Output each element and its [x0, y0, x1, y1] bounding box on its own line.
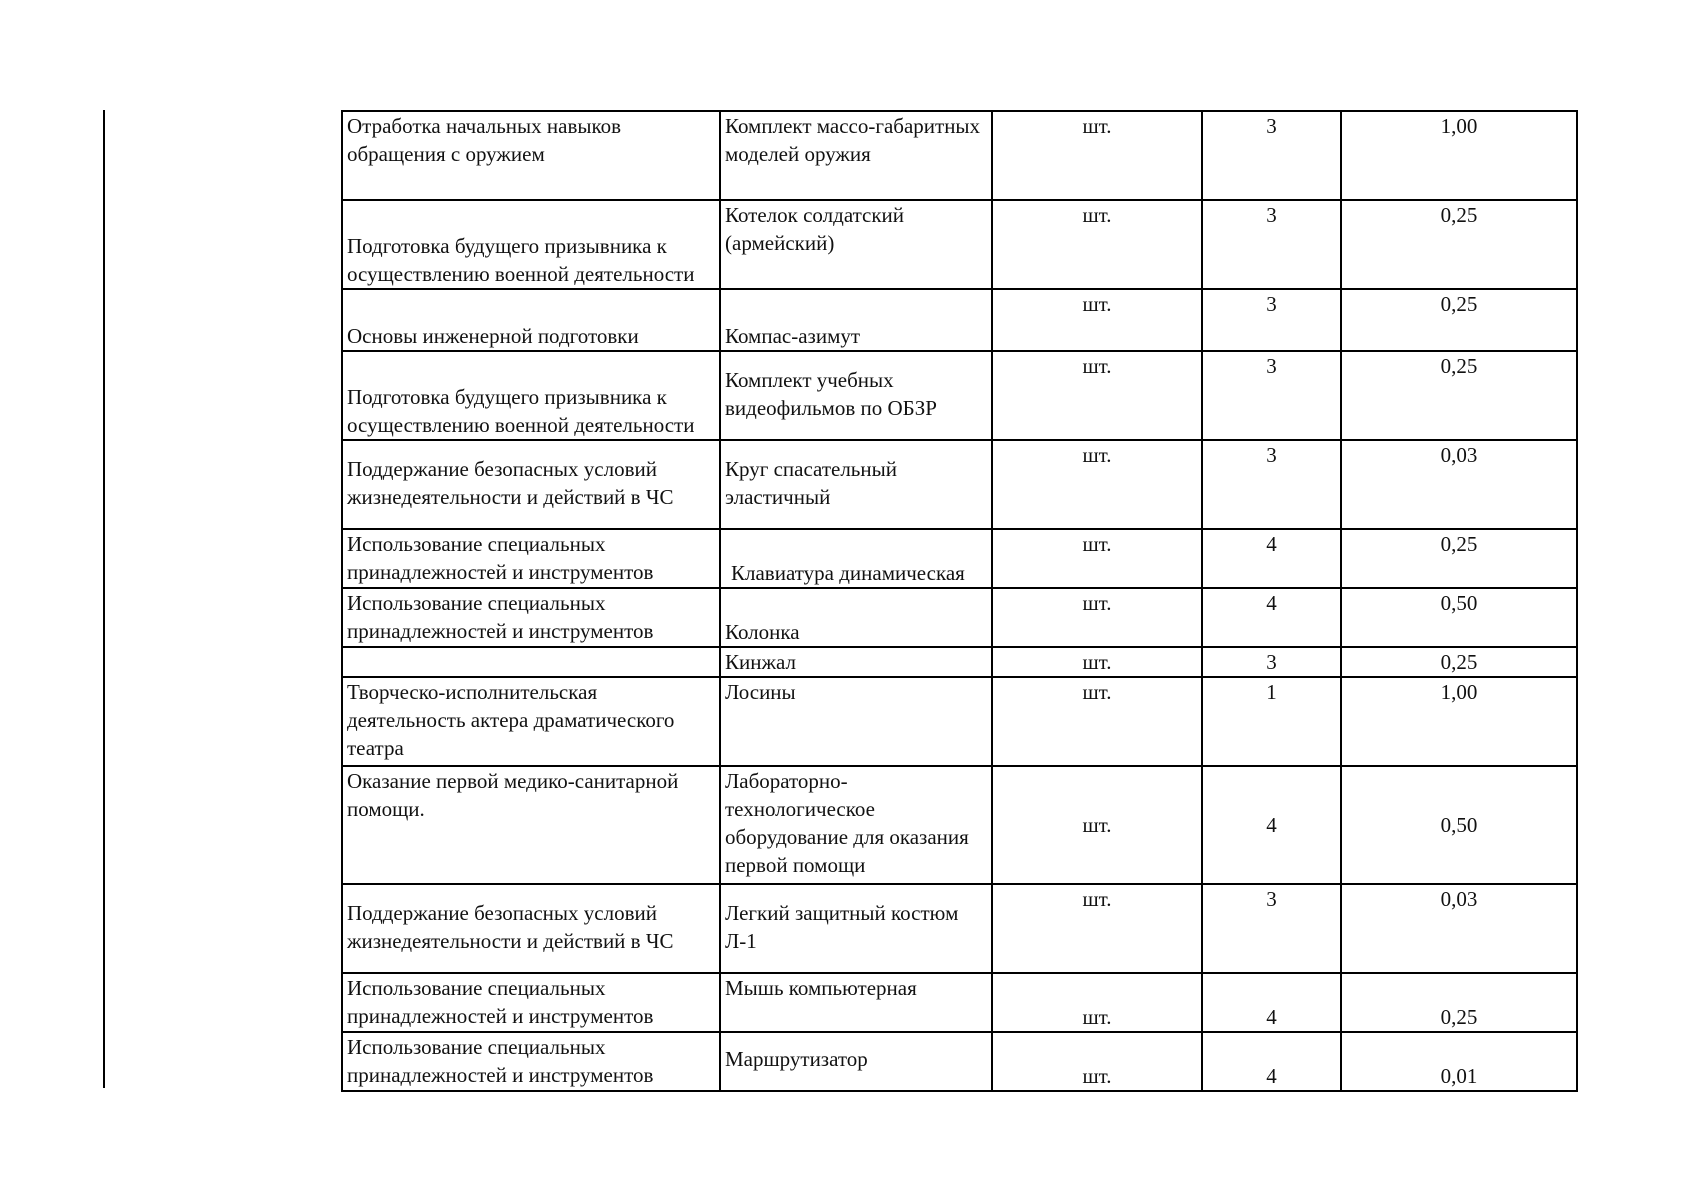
activity-cell: Оказание первой медико-санитарной помощи.	[342, 766, 720, 884]
activity-cell: Поддержание безопасных условий жизнедеятельности и действий в ЧС	[342, 884, 720, 973]
qty-cell: 4	[1202, 766, 1341, 884]
activity-cell: Использование специальных принадлежностей и инструментов	[342, 529, 720, 588]
item-cell: Комплект учебных видеофильмов по ОБЗР	[720, 351, 992, 440]
item-cell: Котелок солдатский (армейский)	[720, 200, 992, 289]
value-cell: 0,25	[1341, 289, 1577, 351]
qty-cell: 3	[1202, 200, 1341, 289]
value-cell: 0,25	[1341, 200, 1577, 289]
unit-cell: шт.	[992, 647, 1202, 677]
unit-cell: шт.	[992, 588, 1202, 647]
qty-cell: 3	[1202, 289, 1341, 351]
table-row	[342, 351, 1577, 440]
item-cell: Лосины	[720, 677, 992, 766]
item-cell: Колонка	[720, 588, 992, 647]
unit-cell: шт.	[992, 289, 1202, 351]
value-cell: 0,03	[1341, 884, 1577, 973]
qty-cell: 4	[1202, 529, 1341, 588]
value-cell: 0,03	[1341, 440, 1577, 529]
unit-cell: шт.	[992, 440, 1202, 529]
unit-cell: шт.	[992, 677, 1202, 766]
unit-cell: шт.	[992, 766, 1202, 884]
item-cell: Компас-азимут	[720, 289, 992, 351]
activity-cell: Использование специальных принадлежностей и инструментов	[342, 1032, 720, 1091]
item-cell: Клавиатура динамическая	[720, 529, 992, 588]
unit-cell: шт.	[992, 200, 1202, 289]
activity-cell: Основы инженерной подготовки	[342, 289, 720, 351]
activity-cell: Отработка начальных навыков обращения с оружием	[342, 111, 720, 200]
activity-cell: Поддержание безопасных условий жизнедеятельности и действий в ЧС	[342, 440, 720, 529]
value-cell: 1,00	[1341, 111, 1577, 200]
table-row	[342, 677, 1577, 766]
value-cell: 0,25	[1341, 647, 1577, 677]
activity-cell: Подготовка будущего призывника к осуществлению военной деятельности	[342, 200, 720, 289]
unit-cell: шт.	[992, 884, 1202, 973]
qty-cell: 1	[1202, 677, 1341, 766]
table-row	[342, 588, 1577, 647]
qty-cell: 3	[1202, 884, 1341, 973]
table-row	[342, 440, 1577, 529]
value-cell: 1,00	[1341, 677, 1577, 766]
item-cell: Круг спасательный эластичный	[720, 440, 992, 529]
unit-cell: шт.	[992, 351, 1202, 440]
table-row	[342, 289, 1577, 351]
value-cell: 0,25	[1341, 529, 1577, 588]
activity-cell: Подготовка будущего призывника к осуществлению военной деятельности	[342, 351, 720, 440]
qty-cell: 3	[1202, 647, 1341, 677]
value-cell: 0,25	[1341, 351, 1577, 440]
table-row	[342, 884, 1577, 973]
item-cell: Мышь компьютерная	[720, 973, 992, 1032]
item-cell: Легкий защитный костюм Л-1	[720, 884, 992, 973]
qty-cell: 3	[1202, 111, 1341, 200]
qty-cell: 4	[1202, 973, 1341, 1032]
unit-cell: шт.	[992, 973, 1202, 1032]
page-margin-rule	[103, 110, 105, 1088]
table-row	[342, 647, 1577, 677]
activity-cell: Использование специальных принадлежностей и инструментов	[342, 973, 720, 1032]
item-cell: Лабораторно-технологическое оборудование для оказания первой помощи	[720, 766, 992, 884]
item-cell: Комплект массо-габаритных моделей оружия	[720, 111, 992, 200]
activity-cell	[342, 647, 720, 677]
table-row	[342, 1032, 1577, 1091]
table-row	[342, 766, 1577, 884]
activity-cell: Творческо-исполнительская деятельность актера драматического театра	[342, 677, 720, 766]
table-row	[342, 973, 1577, 1032]
unit-cell: шт.	[992, 1032, 1202, 1091]
table-row	[342, 529, 1577, 588]
activity-cell: Использование специальных принадлежностей и инструментов	[342, 588, 720, 647]
value-cell: 0,50	[1341, 766, 1577, 884]
unit-cell: шт.	[992, 111, 1202, 200]
qty-cell: 3	[1202, 440, 1341, 529]
value-cell: 0,25	[1341, 973, 1577, 1032]
qty-cell: 3	[1202, 351, 1341, 440]
item-cell: Кинжал	[720, 647, 992, 677]
equipment-table	[341, 110, 1578, 1092]
table-row	[342, 111, 1577, 200]
qty-cell: 4	[1202, 588, 1341, 647]
unit-cell: шт.	[992, 529, 1202, 588]
value-cell: 0,01	[1341, 1032, 1577, 1091]
item-cell: Маршрутизатор	[720, 1032, 992, 1091]
qty-cell: 4	[1202, 1032, 1341, 1091]
value-cell: 0,50	[1341, 588, 1577, 647]
table-row	[342, 200, 1577, 289]
